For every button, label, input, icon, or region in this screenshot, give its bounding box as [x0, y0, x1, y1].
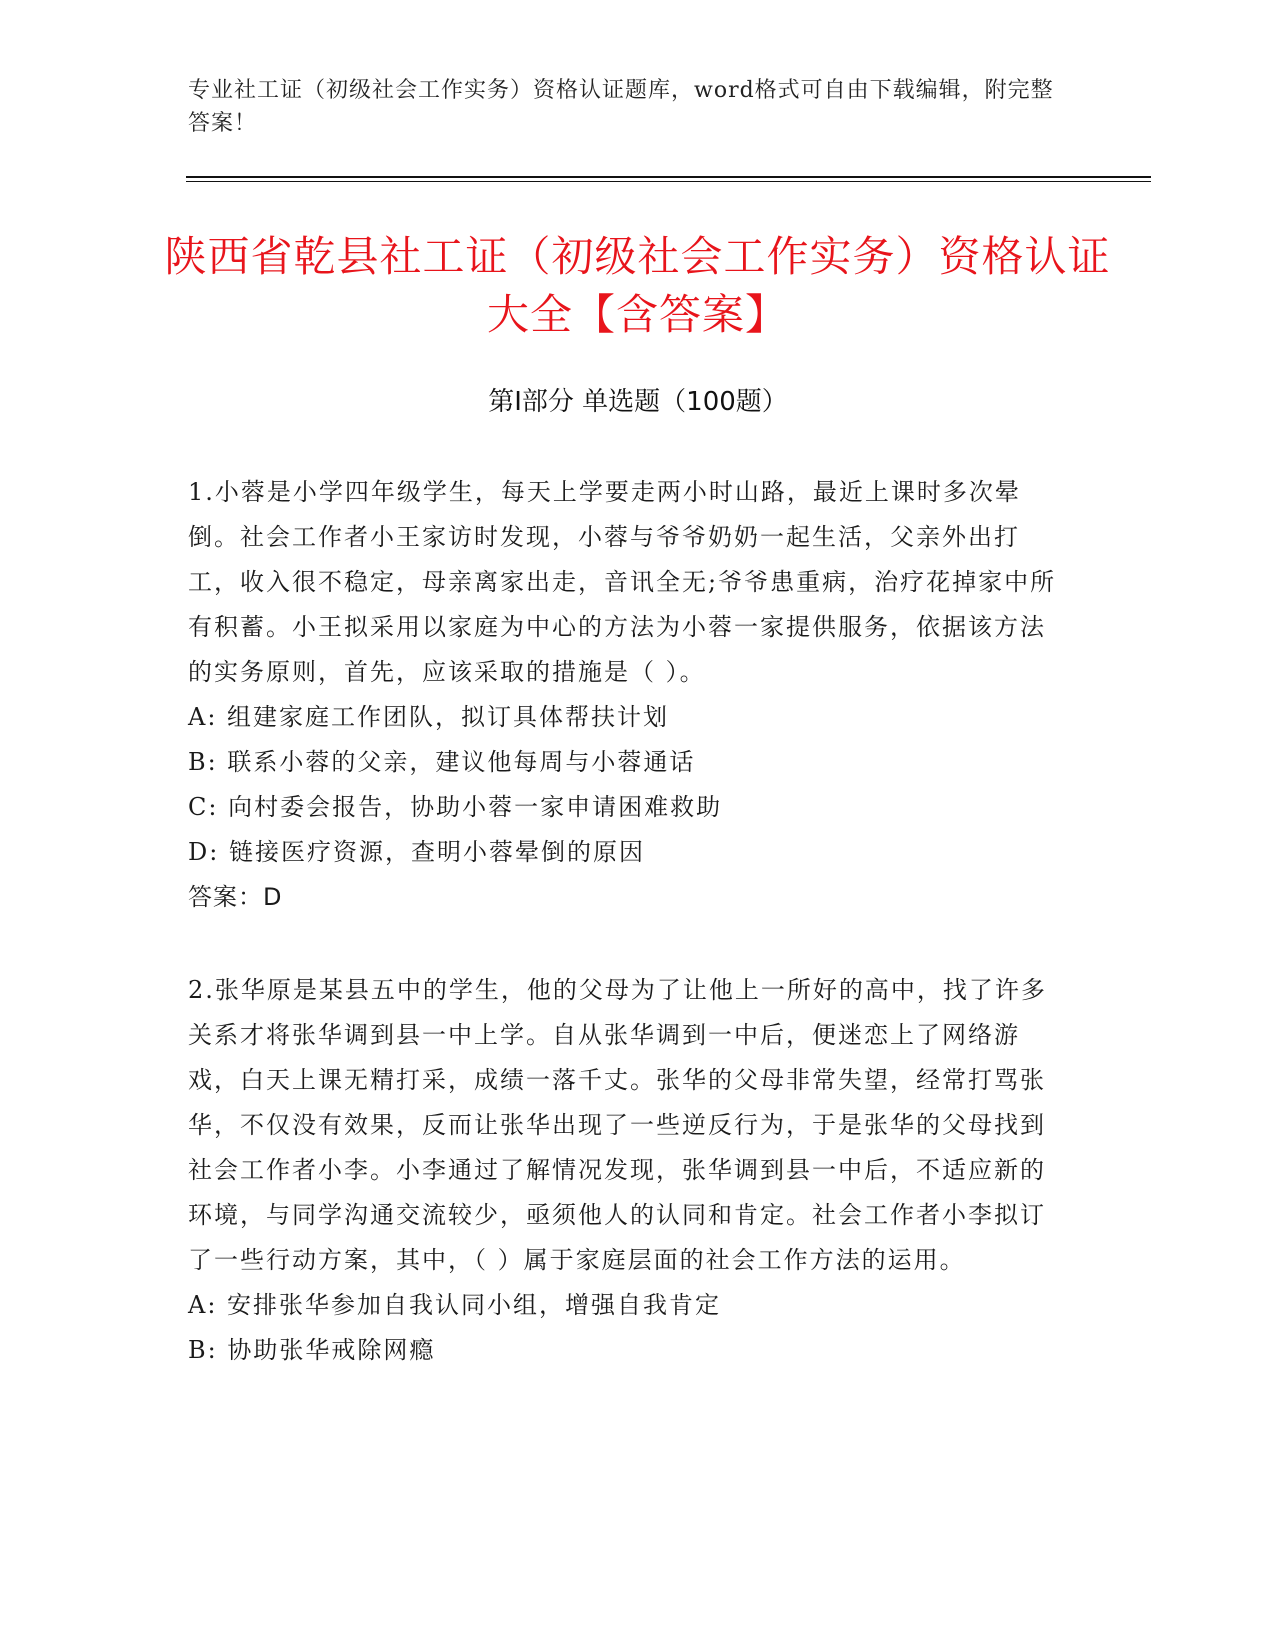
header-divider-thin	[186, 181, 1151, 182]
question-2	[188, 968, 1068, 1373]
section-heading: 第Ⅰ部分 单选题（100题）	[488, 387, 788, 417]
header-divider-thick	[186, 176, 1151, 178]
option-b: B: 联系小蓉的父亲，建议他每周与小蓉通话	[188, 748, 696, 776]
option-b: B: 协助张华戒除网瘾	[188, 1336, 436, 1364]
question-stem: 2.张华原是某县五中的学生，他的父母为了让他上一所好的高中，找了许多关系才将张华调到县一中上学。自从张华调到一中后，便迷恋上了网络游戏，白天上课无精打采，成绩一落千丈。张华的父母非常失望，经常打骂张华，不仅没有效果，反而让张华出现了一些逆反行为，于是张华的父母找到社会工作者小李。小李通过了解情况发现，张华调到县一中后，不适应新的环境，与同学沟通交流较少，亟须他人的认同和肯定。社会工作者小李拟订了一些行动方案，其中，（ ）属于家庭层面的社会工作方法的运用。	[188, 976, 1047, 1274]
document-title: 陕西省乾县社工证（初级社会工作实务）资格认证大全【含答案】	[164, 232, 1111, 339]
option-a: A: 安排张华参加自我认同小组，增强自我肯定	[188, 1291, 722, 1319]
answer-line: 答案：D	[188, 883, 283, 911]
option-c: C: 向村委会报告，协助小蓉一家申请困难救助	[188, 793, 723, 821]
option-a: A: 组建家庭工作团队，拟订具体帮扶计划	[188, 703, 670, 731]
question-stem: 1.小蓉是小学四年级学生，每天上学要走两小时山路，最近上课时多次晕倒。社会工作者小王家访时发现，小蓉与爷爷奶奶一起生活，父亲外出打工，收入很不稳定，母亲离家出走，音讯全无;爷爷患重病，治疗花掉家中所有积蓄。小王拟采用以家庭为中心的方法为小蓉一家提供服务，依据该方法的实务原则，首先，应该采取的措施是（ ）。	[188, 478, 1057, 686]
header-note: 专业社工证（初级社会工作实务）资格认证题库，word格式可自由下载编辑，附完整答案！	[188, 78, 1054, 136]
question-1	[188, 470, 1068, 920]
option-d: D: 链接医疗资源，查明小蓉晕倒的原因	[188, 838, 645, 866]
